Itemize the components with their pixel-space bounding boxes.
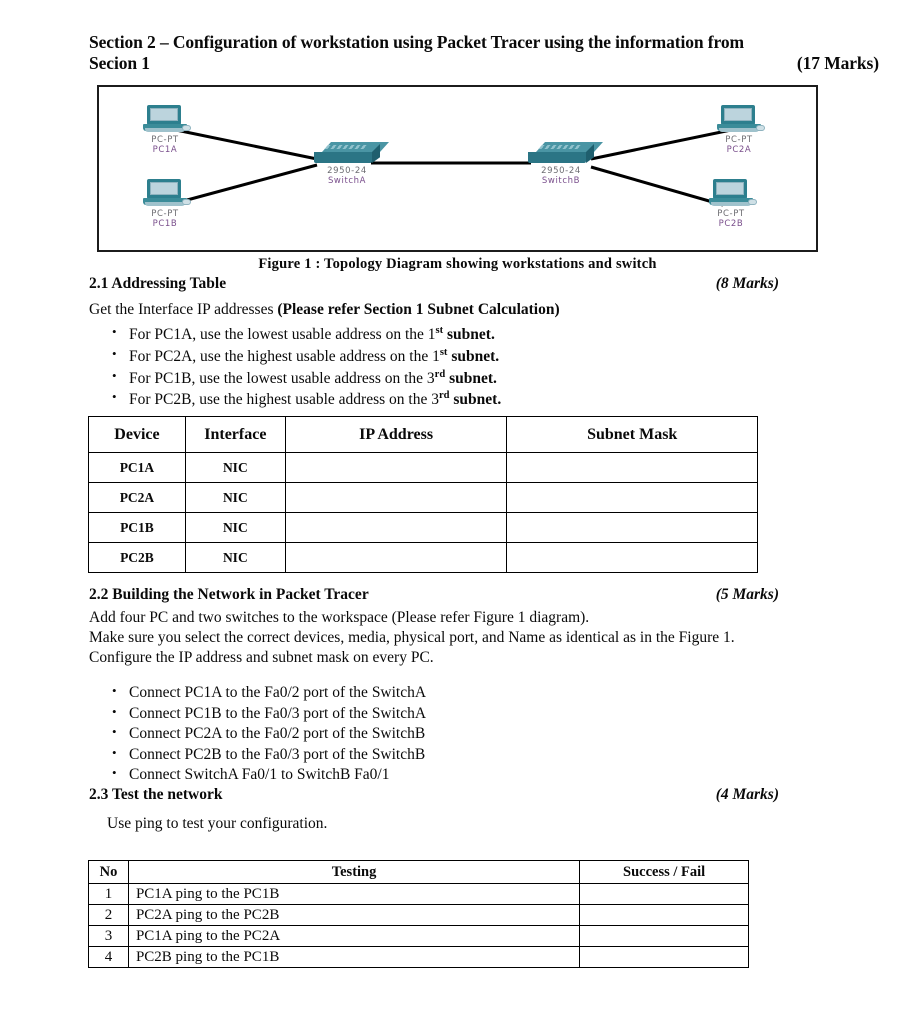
bullet-ordinal: st — [435, 325, 444, 336]
table-row — [89, 543, 758, 573]
cell-testing: PC1A ping to the PC2A — [128, 926, 579, 947]
cell-result[interactable] — [580, 926, 749, 947]
node-name-label: PC1A — [152, 145, 178, 156]
cell-subnet-mask[interactable] — [507, 513, 758, 543]
switch-icon — [528, 142, 594, 166]
section-2-2-title: 2.2 Building the Network in Packet Tracer — [89, 586, 369, 603]
node-pc2a — [695, 105, 783, 156]
bullet-suffix: subnet. — [447, 347, 500, 365]
node-name-label: PC2A — [726, 145, 752, 156]
pc-icon — [717, 105, 761, 135]
section-2-1-intro — [89, 300, 849, 321]
table-header-row — [89, 861, 749, 884]
testing-table — [88, 860, 749, 968]
table-row — [89, 483, 758, 513]
node-model-label: PC-PT — [725, 135, 753, 145]
cell-no: 3 — [89, 926, 129, 947]
node-switchb — [516, 142, 606, 187]
title-marks: (17 Marks) — [796, 52, 879, 73]
section-2-2-paragraph-1: Add four PC and two switches to the workspace (Please refer Figure 1 diagram). — [89, 609, 590, 626]
cell-testing: PC2A ping to the PC2B — [128, 905, 579, 926]
table-row — [89, 926, 749, 947]
node-model-label: PC-PT — [151, 209, 179, 219]
pc-icon — [143, 105, 187, 135]
cell-interface: NIC — [185, 513, 285, 543]
cell-ip-address[interactable] — [285, 513, 507, 543]
cell-testing: PC1A ping to the PC1B — [128, 884, 579, 905]
cell-interface: NIC — [185, 483, 285, 513]
section-2-3-paragraph: Use ping to test your configuration. — [107, 815, 328, 832]
node-pc1b — [121, 179, 209, 230]
node-model-label: PC-PT — [717, 209, 745, 219]
column-header-testing: Testing — [128, 861, 579, 884]
list-item — [129, 346, 501, 368]
figure-caption: Figure 1 : Topology Diagram showing workstations and switch — [258, 256, 657, 272]
bullet-text: For PC2A, use the highest usable address on the 1 — [129, 347, 440, 365]
title-subline: Secion 1 — [89, 52, 150, 73]
page-title — [89, 32, 879, 73]
section-2-3-marks: (4 Marks) — [715, 786, 779, 803]
page-title-line2 — [89, 53, 879, 74]
section-2-1-marks: (8 Marks) — [715, 275, 779, 292]
node-model-label: 2950-24 — [327, 166, 367, 176]
table-header-row — [89, 417, 758, 453]
node-switcha — [302, 142, 392, 187]
bullet-suffix: subnet. — [445, 369, 497, 387]
subnet-instruction-list — [107, 324, 501, 411]
section-2-3-heading — [89, 786, 779, 804]
list-item: • Connect SwitchA Fa0/1 to SwitchB Fa0/1 — [129, 765, 426, 786]
cell-device: PC2A — [89, 483, 186, 513]
section-2-2-paragraph-3: Configure the IP address and subnet mask on every PC. — [89, 649, 434, 666]
cell-device: PC1A — [89, 453, 186, 483]
node-name-label: SwitchB — [541, 176, 581, 187]
cell-no: 1 — [89, 884, 129, 905]
list-item: • Connect PC1B to the Fa0/3 port of the SwitchA — [129, 704, 426, 725]
list-item: • Connect PC2B to the Fa0/3 port of the SwitchB — [129, 745, 426, 766]
list-item: • Connect PC1A to the Fa0/2 port of the SwitchA — [129, 683, 426, 704]
list-item — [129, 324, 501, 346]
section-2-3-title: 2.3 Test the network — [89, 786, 223, 803]
cell-result[interactable] — [580, 884, 749, 905]
bullet-text: For PC1B, use the lowest usable address on the 3 — [129, 369, 435, 387]
list-item: • Connect PC2A to the Fa0/2 port of the SwitchB — [129, 724, 426, 745]
list-item — [129, 389, 501, 411]
node-model-label: 2950-24 — [541, 166, 581, 176]
node-name-label: SwitchA — [327, 176, 367, 187]
column-header-mask: Subnet Mask — [507, 417, 758, 453]
column-header-interface: Interface — [185, 417, 285, 453]
cell-subnet-mask[interactable] — [507, 453, 758, 483]
section-2-2-heading — [89, 586, 779, 604]
cell-result[interactable] — [580, 947, 749, 968]
node-pc2b — [687, 179, 775, 230]
bullet-ordinal: rd — [434, 368, 446, 380]
pc-icon — [143, 179, 187, 209]
cell-interface: NIC — [185, 453, 285, 483]
cell-ip-address[interactable] — [285, 543, 507, 573]
cell-no: 2 — [89, 905, 129, 926]
column-header-ip: IP Address — [285, 417, 507, 453]
switch-icon — [314, 142, 380, 166]
pc-icon — [709, 179, 753, 209]
table-row — [89, 513, 758, 543]
table-row — [89, 905, 749, 926]
cell-interface: NIC — [185, 543, 285, 573]
cell-no: 4 — [89, 947, 129, 968]
bullet-suffix: subnet. — [449, 391, 502, 409]
bullet-ordinal: rd — [438, 390, 450, 402]
cell-testing: PC2B ping to the PC1B — [128, 947, 579, 968]
cell-ip-address[interactable] — [285, 453, 507, 483]
cell-ip-address[interactable] — [285, 483, 507, 513]
section-2-1-heading — [89, 275, 779, 293]
bullet-text: For PC2B, use the highest usable address on the 3 — [129, 391, 439, 409]
section-2-1-title: 2.1 Addressing Table — [89, 275, 227, 292]
column-header-device: Device — [89, 417, 186, 453]
cell-subnet-mask[interactable] — [507, 543, 758, 573]
column-header-result: Success / Fail — [580, 861, 749, 884]
table-row — [89, 884, 749, 905]
column-header-no: No — [89, 861, 129, 884]
node-model-label: PC-PT — [151, 135, 179, 145]
intro-normal-text: Get the Interface IP addresses — [89, 301, 278, 318]
table-row — [89, 947, 749, 968]
node-name-label: PC2B — [718, 219, 744, 230]
cell-device: PC2B — [89, 543, 186, 573]
intro-bold-text: (Please refer Section 1 Subnet Calculation) — [277, 301, 560, 318]
node-name-label: PC1B — [152, 219, 178, 230]
cell-result[interactable] — [580, 905, 749, 926]
node-pc1a — [121, 105, 209, 156]
section-2-2-marks: (5 Marks) — [715, 586, 779, 603]
bullet-text: For PC1A, use the lowest usable address on the 1 — [129, 326, 436, 344]
list-item — [129, 368, 501, 390]
bullet-ordinal: st — [439, 346, 448, 358]
connection-instruction-list — [107, 683, 426, 786]
page-title-line1: Section 2 – Configuration of workstation using Packet Tracer using the information from — [89, 32, 744, 52]
section-2-2-paragraph-2: Make sure you select the correct devices, media, physical port, and Name as identical as in the Figure 1. — [89, 629, 735, 646]
addressing-table — [88, 416, 758, 573]
cell-device: PC1B — [89, 513, 186, 543]
bullet-suffix: subnet. — [443, 326, 495, 344]
table-row — [89, 453, 758, 483]
topology-diagram — [97, 85, 818, 252]
cell-subnet-mask[interactable] — [507, 483, 758, 513]
